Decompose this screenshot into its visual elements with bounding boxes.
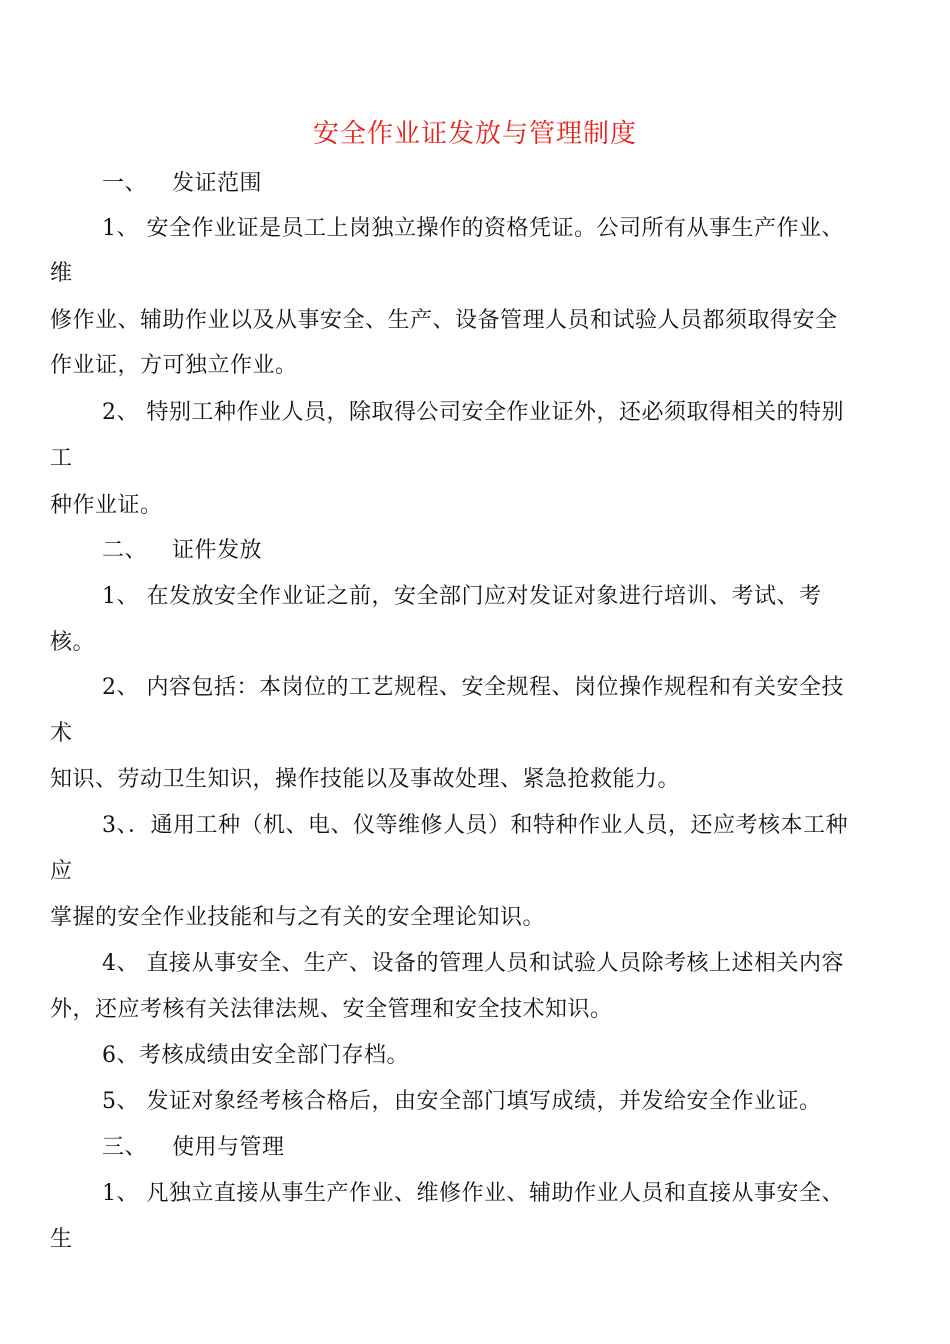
paragraph-line: 种作业证。 (50, 493, 163, 518)
section-number: 二、 (102, 538, 148, 563)
paragraph-line: 4、 直接从事安全、生产、设备的管理人员和试验人员除考核上述相关内容 (102, 951, 844, 976)
section-title: 使用与管理 (172, 1135, 285, 1160)
paragraph-line: 核。 (50, 630, 96, 655)
section-number: 三、 (102, 1135, 148, 1160)
paragraph-line: 3、．通用工种（机、电、仪等维修人员）和特种作业人员，还应考核本工种 (102, 813, 848, 838)
paragraph-line: 术 (50, 721, 73, 746)
section-heading-1 (102, 168, 262, 200)
section-title: 证件发放 (172, 538, 263, 563)
document-title: 安全作业证发放与管理制度 (312, 119, 637, 149)
paragraph-line: 维 (50, 261, 73, 286)
section-heading-3 (102, 1132, 285, 1164)
section-heading-2 (102, 535, 262, 567)
paragraph-line: 掌握的安全作业技能和与之有关的安全理论知识。 (50, 905, 546, 930)
paragraph-line: 5、 发证对象经考核合格后，由安全部门填写成绩，并发给安全作业证。 (102, 1089, 822, 1114)
paragraph-line: 1、 安全作业证是员工上岗独立操作的资格凭证。公司所有从事生产作业、 (102, 216, 844, 241)
paragraph-line: 生 (50, 1227, 73, 1252)
paragraph-line: 作业证，方可独立作业。 (50, 353, 298, 378)
paragraph-line: 2、 内容包括：本岗位的工艺规程、安全规程、岗位操作规程和有关安全技 (102, 675, 844, 700)
paragraph-line: 外，还应考核有关法律法规、安全管理和安全技术知识。 (50, 997, 613, 1022)
paragraph-line: 修作业、辅助作业以及从事安全、生产、设备管理人员和试验人员都须取得安全 (50, 308, 838, 333)
paragraph-line: 工 (50, 446, 73, 471)
paragraph-line: 6、考核成绩由安全部门存档。 (102, 1043, 409, 1068)
paragraph-line: 2、 特别工种作业人员，除取得公司安全作业证外，还必须取得相关的特别 (102, 400, 844, 425)
section-title: 发证范围 (172, 171, 263, 196)
paragraph-line: 应 (50, 859, 73, 884)
section-number: 一、 (102, 171, 148, 196)
paragraph-line: 1、 在发放安全作业证之前，安全部门应对发证对象进行培训、考试、考 (102, 584, 822, 609)
paragraph-line: 知识、劳动卫生知识，操作技能以及事故处理、紧急抢救能力。 (50, 767, 681, 792)
paragraph-line: 1、 凡独立直接从事生产作业、维修作业、辅助作业人员和直接从事安全、 (102, 1181, 844, 1206)
